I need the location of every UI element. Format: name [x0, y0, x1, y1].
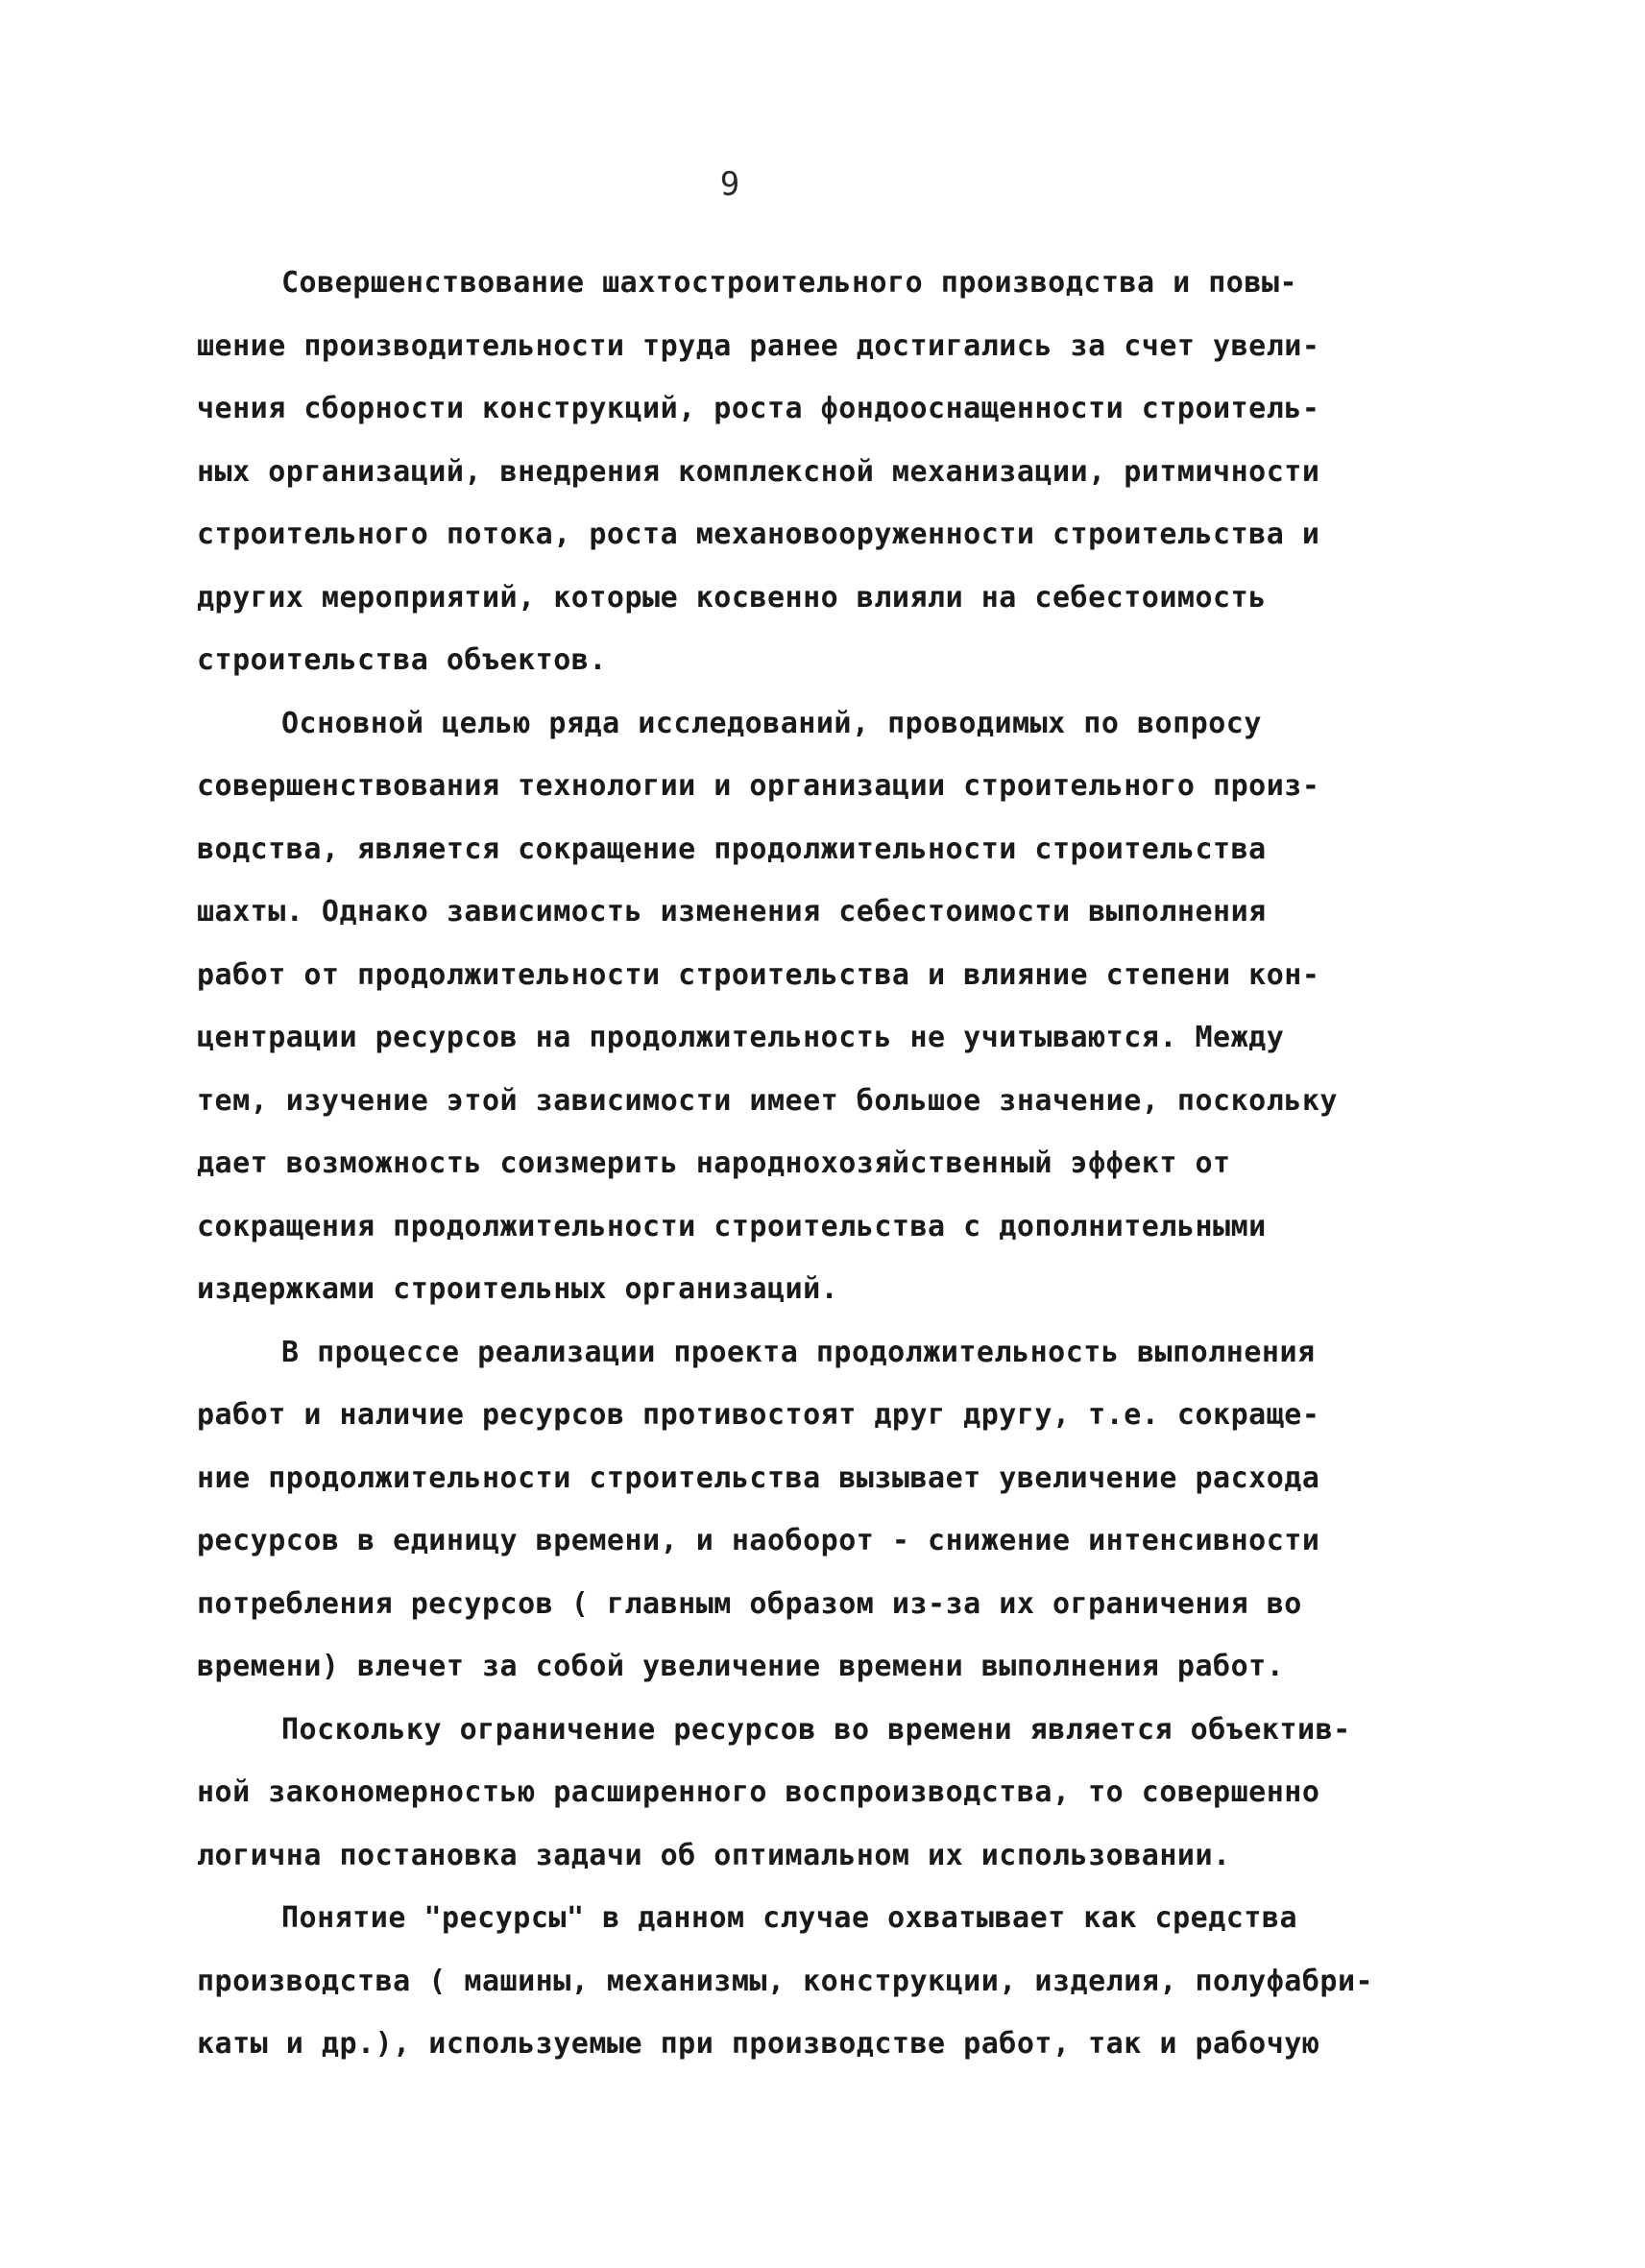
body-text [197, 252, 1440, 2076]
text-line: чения сборности конструкций, роста фондооснащенности строитель- [197, 392, 1320, 425]
text-line: работ и наличие ресурсов противостоят друг другу, т.е. сокраще- [197, 1398, 1320, 1432]
text-line: дает возможность соизмерить народнохозяйственный эффект от [197, 1146, 1231, 1180]
text-line: Поскольку ограничение ресурсов во времени является объектив- [281, 1712, 1351, 1747]
text-line: шахты. Однако зависимость изменения себестоимости выполнения [197, 895, 1267, 929]
text-line: каты и др.), используемые при производстве работ, так и рабочую [197, 2027, 1320, 2061]
text-line: производства ( машины, механизмы, конструкции, изделия, полуфабри- [197, 1964, 1374, 1998]
text-line: тем, изучение этой зависимости имеет большое значение, поскольку [197, 1083, 1338, 1118]
text-line: Понятие "ресурсы" в данном случае охватывает как средства [281, 1901, 1298, 1935]
text-line: издержками строительных организаций. [197, 1272, 839, 1306]
text-line: центрации ресурсов на продолжительность не учитываются. Между [197, 1021, 1285, 1054]
text-line: строительства объектов. [197, 643, 607, 677]
text-line: шение производительности труда ранее достигались за счет увели- [197, 328, 1320, 363]
text-line: водства, является сокращение продолжительности строительства [197, 832, 1267, 866]
text-line: ной закономерностью расширенного воспроизводства, то совершенно [197, 1775, 1320, 1809]
text-line: Совершенствование шахтостроительного производства и повы- [281, 266, 1298, 300]
text-line: потребления ресурсов ( главным образом из-за их ограничения во [197, 1586, 1302, 1621]
text-line: ние продолжительности строительства вызывает увеличение расхода [197, 1460, 1320, 1495]
text-line: работ от продолжительности строительства и влияние степени кон- [197, 957, 1320, 992]
text-line: строительного потока, роста механовооруженности строительства и [197, 518, 1320, 551]
text-line: В процессе реализации проекта продолжительность выполнения [281, 1335, 1316, 1369]
text-line: совершенствования технологии и организации строительного произ- [197, 769, 1320, 803]
text-line: ных организаций, внедрения комплексной механизации, ритмичности [197, 454, 1320, 489]
text-line: времени) влечет за собой увеличение времени выполнения работ. [197, 1650, 1285, 1683]
page-number: 9 [719, 165, 740, 204]
text-line: логична постановка задачи об оптимальном их использовании. [197, 1838, 1231, 1872]
text-line: ресурсов в единицу времени, и наоборот - снижение интенсивности [197, 1524, 1320, 1557]
text-line: других мероприятий, которые косвенно влияли на себестоимость [197, 580, 1267, 615]
text-line: сокращения продолжительности строительства с дополнительными [197, 1209, 1267, 1243]
text-line: Основной целью ряда исследований, проводимых по вопросу [281, 706, 1262, 740]
